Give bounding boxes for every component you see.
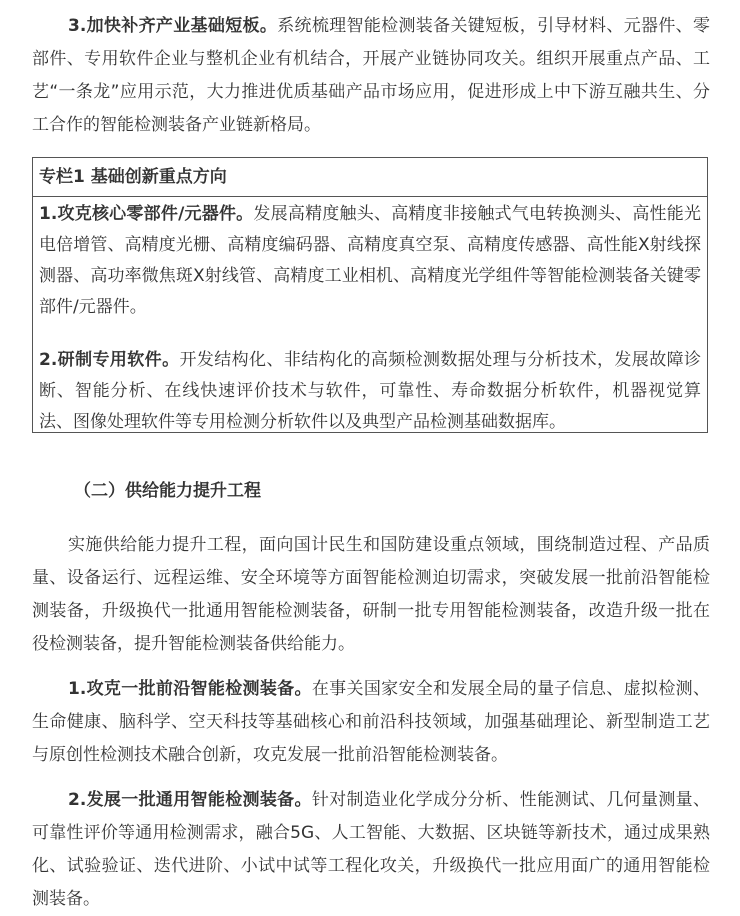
- paragraph-body: 在事关国家安全和发展全局的量子信息、虚拟检测、生命健康、脑科学、空天科技等基础核心和前沿科技领域，加强基础理论、新型制造工艺与原创性检测技术融合创新，攻克发展一批前沿智能检测装备。: [32, 679, 710, 765]
- column-box-basic-innovation: [32, 157, 708, 433]
- paragraph-industry-foundation: [32, 10, 710, 142]
- column-item-lead: 2.研制专用软件。: [39, 350, 180, 370]
- column-item-body: 发展高精度触头、高精度非接触式气电转换测头、高性能光电倍增管、高精度光栅、高精度编码器、高精度真空泵、高精度传感器、高性能X射线探测器、高功率微焦斑X射线管、高精度工业相机、高精度光学组件等智能检测装备关键零部件/元器件。: [39, 204, 701, 317]
- section-heading: （二）供给能力提升工程: [74, 481, 261, 501]
- paragraph-body: 系统梳理智能检测装备关键短板，引导材料、元器件、零部件、专用软件企业与整机企业有机结合，开展产业链协同攻关。组织开展重点产品、工艺“一条龙”应用示范，大力推进优质基础产品市场应用，促进形成上中下游互融共生、分工合作的智能检测装备产业链新格局。: [32, 16, 710, 135]
- column-box-title: 专栏1 基础创新重点方向: [33, 158, 707, 197]
- paragraph-lead: 1.攻克一批前沿智能检测装备。: [68, 679, 312, 699]
- paragraph-general-equipment: [32, 784, 710, 916]
- column-item-lead: 1.攻克核心零部件/元器件。: [39, 204, 254, 224]
- paragraph-body: 针对制造业化学成分分析、性能测试、几何量测量、可靠性评价等通用检测需求，融合5G、人工智能、大数据、区块链等新技术，通过成果熟化、试验验证、迭代进阶、小试中试等工程化攻关，升级换代一批应用面广的通用智能检测装备。: [32, 790, 710, 909]
- paragraph-body: 实施供给能力提升工程，面向国计民生和国防建设重点领域，围绕制造过程、产品质量、设备运行、远程运维、安全环境等方面智能检测迫切需求，突破发展一批前沿智能检测装备，升级换代一批通用智能检测装备，研制一批专用智能检测装备，改造升级一批在役检测装备，提升智能检测装备供给能力。: [32, 535, 710, 654]
- paragraph-supply-intro: [32, 529, 710, 661]
- column-item-core-components: [33, 199, 707, 323]
- paragraph-lead: 3.加快补齐产业基础短板。: [68, 16, 278, 36]
- column-item-body: 开发结构化、非结构化的高频检测数据处理与分析技术，发展故障诊断、智能分析、在线快速评价技术与软件，可靠性、寿命数据分析软件，机器视觉算法、图像处理软件等专用检测分析软件以及典型产品检测基础数据库。: [39, 350, 701, 432]
- column-item-special-software: [33, 345, 707, 438]
- paragraph-frontier-equipment: [32, 673, 710, 772]
- paragraph-lead: 2.发展一批通用智能检测装备。: [68, 790, 312, 810]
